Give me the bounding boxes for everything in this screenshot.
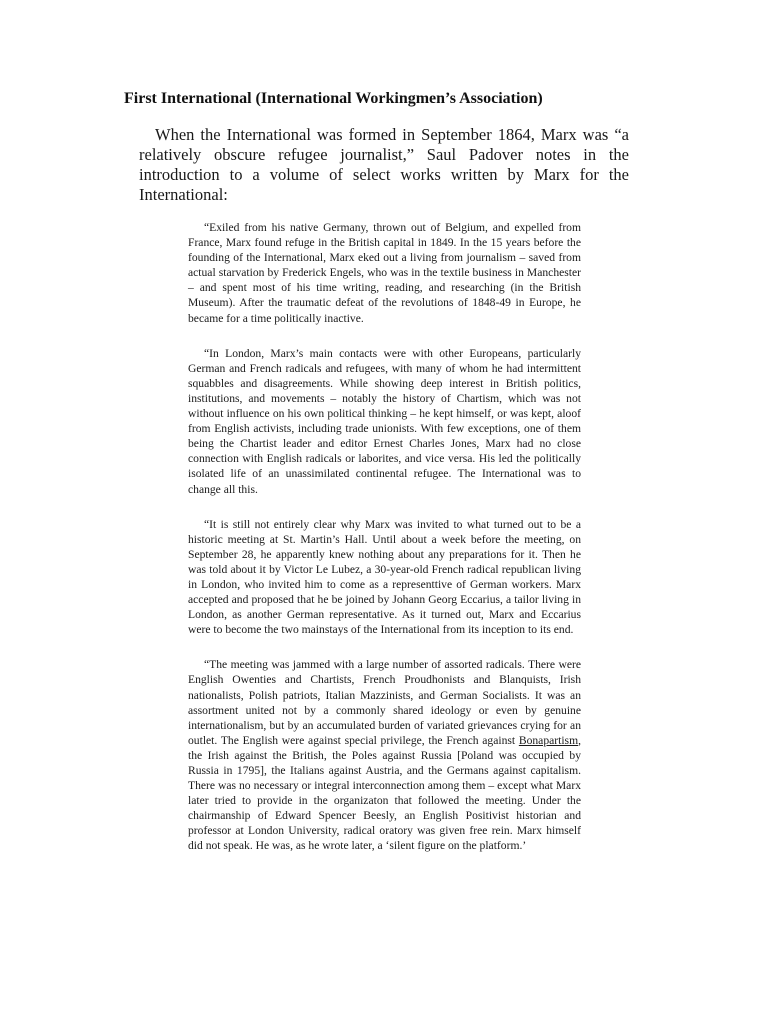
quote-paragraph-3: “It is still not entirely clear why Marx was invited to what turned out to be a historic meeting at St. Martin’s Hall. Until about a week before the meeting, on September 28, he apparently knew nothing about any preparations for it. Then he was told about it by Victor Le Lubez, a 30-year-old French radical republican living in London, who invited him to come as a representtive of German workers. Marx accepted and proposed that he be joined by Johann Georg Eccarius, a tailor living in London, as another German representative. As it turned out, Marx and Eccarius were to become the two mainstays of the International from its inception to its end. xyxy=(188,517,581,637)
bonapartism-link[interactable]: Bonapartism xyxy=(518,733,579,747)
document-title: First International (International Workingmen’s Association) xyxy=(124,90,543,107)
quote-4-text-after: , the Irish against the British, the Poles against Russia [Poland was occupied by Russia in 1795], the Italians against Austria, and the Germans against capitalism. There was no necessary or integral interconnection among them – except what Marx later tried to provide in the organizaton that followed the meeting. Under the chairmanship of Edward Spencer Beesly, an English Positivist historian and professor at London University, radical oratory was given free rein. Marx himself did not speak. He was, as he wrote later, a ‘silent figure on the platform.’ xyxy=(188,733,581,853)
quote-4-text-before: “The meeting was jammed with a large number of assorted radicals. There were English Owenties and Chartists, French Proudhonists and Blanquists, Irish nationalists, Polish patriots, Italian Mazzinists, and German Socialists. It was an assortment united not by a commonly shared ideology or even by genuine internationalism, but by an accumulated burden of variated grievances crying for an outlet. The English were against special privilege, the French against xyxy=(188,658,581,747)
quote-paragraph-4 xyxy=(188,657,581,853)
intro-paragraph: When the International was formed in September 1864, Marx was “a relatively obscure refugee journalist,” Saul Padover notes in the introduction to a volume of select works written by Marx for the International: xyxy=(139,125,629,204)
quote-paragraph-2: “In London, Marx’s main contacts were with other Europeans, particularly German and French radicals and refugees, with many of whom he had intermittent squabbles and disagreements. While showing deep interest in British politics, institutions, and movements – notably the history of Chartism, which was not without influence on his own political thinking – he kept himself, or was kept, aloof from English activists, including trade unionists. With few exceptions, one of them being the Chartist leader and editor Ernest Charles Jones, Marx had no close connection with English radicals or laborites, and vice versa. His led the politically isolated life of an unassimilated continental refugee. The International was to change all this. xyxy=(188,346,581,496)
block-quotes xyxy=(188,220,581,874)
quote-paragraph-1: “Exiled from his native Germany, thrown out of Belgium, and expelled from France, Marx found refuge in the British capital in 1849. In the 15 years before the founding of the International, Marx eked out a living from journalism – saved from actual starvation by Frederick Engels, who was in the textile business in Manchester – and spent most of his time writing, reading, and researching (in the British Museum). After the traumatic defeat of the revolutions of 1848-49 in Europe, he became for a time politically inactive. xyxy=(188,221,581,325)
